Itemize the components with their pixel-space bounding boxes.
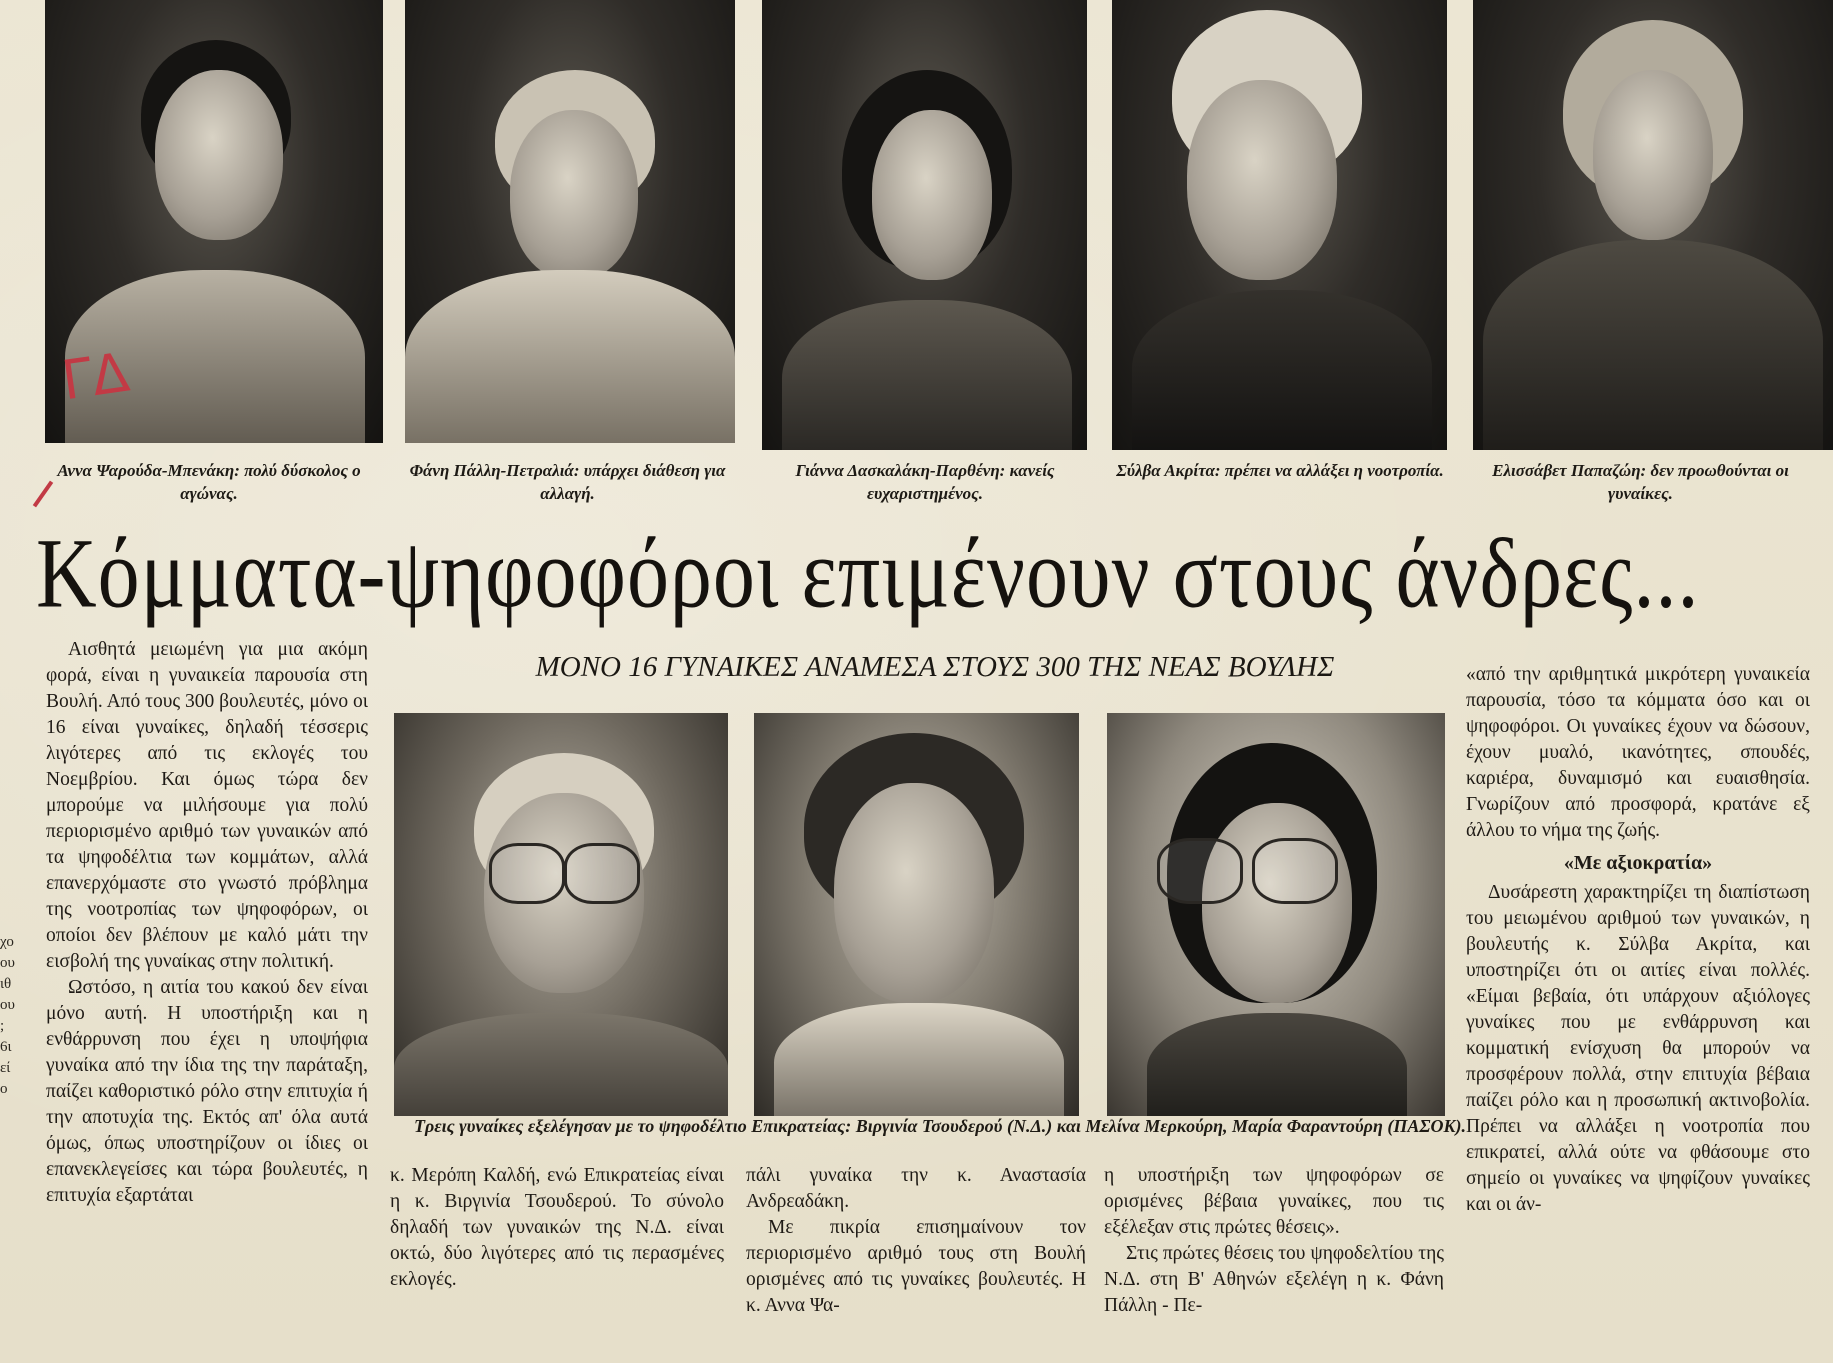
bottom-column-2-paragraph-2: Με πικρία επισημαίνουν τον περιορισμένο αριθμό τους στη Βουλή ορισμένες από τις γυναίκες βουλευτές. Η κ. Αννα Ψα-	[746, 1217, 1086, 1316]
caption-3: Γιάννα Δασκαλάκη-Παρθένη: κανείς ευχαριστημένος.	[795, 461, 1055, 503]
portrait-photo-5	[1473, 0, 1833, 450]
bottom-column-1	[390, 1163, 724, 1293]
bottom-column-3	[1104, 1163, 1444, 1319]
adjacent-article-fragment: χο ου ιθ ου ; 6ι εί ο	[0, 934, 15, 1097]
handwritten-mark: ΓΔ	[57, 340, 134, 413]
caption-2: Φάνη Πάλλη-Πετραλιά: υπάρχει διάθεση για αλλαγή.	[409, 461, 726, 503]
headline: Κόμματα-ψηφοφόροι επιμένουν στους άνδρες...	[36, 519, 1700, 629]
bottom-column-3-paragraph-2: Στις πρώτες θέσεις του ψηφοδελτίου της Ν.Δ. στη Β' Αθηνών εξελέγη η κ. Φάνη Πάλλη - Πε-	[1104, 1243, 1444, 1316]
bottom-column-3-paragraph-1: η υποστήριξη των ψηφοφόρων σε ορισμένες βέβαια γυναίκες, που τις εξέλεξαν στις πρώτες θέσεις».	[1104, 1165, 1444, 1238]
right-column-paragraph-1: «από την αριθμητικά μικρότερη γυναικεία παρουσία, τόσο τα κόμματα όσο και οι ψηφοφόροι. Οι γυναίκες έχουν να δώσουν, έχουν μυαλό, ικανότητες, σπουδές, καριέρα, δυναμισμό και ευαισθησία. Γνωρίζουν από προσφορά, κρατάνε εξ άλλου το νήμα της ζωής.	[1466, 664, 1810, 841]
portrait-photo-2	[405, 0, 735, 443]
portrait-photo-3	[762, 0, 1087, 450]
bottom-column-2	[746, 1163, 1086, 1319]
left-column	[46, 637, 368, 1209]
caption-4: Σύλβα Ακρίτα: πρέπει να αλλάξει η νοοτροπία.	[1116, 461, 1444, 480]
bottom-column-1-text: κ. Μερόπη Καλδή, ενώ Επικρατείας είναι η κ. Βιργινία Τσουδερού. Το σύνολο δηλαδή των γυναικών της Ν.Δ. είναι οκτώ, δύο λιγότερες από τις περασμένες εκλογές.	[390, 1165, 724, 1290]
middle-photo-3	[1107, 713, 1445, 1116]
right-column	[1466, 662, 1810, 1218]
left-column-paragraph-1: Αισθητά μειωμένη για μια ακόμη φορά, είναι η γυναικεία παρουσία στη Βουλή. Από τους 300 βουλευτές, μόνο οι 16 είναι γυναίκες, δηλαδή τέσσερις λιγότερες από τις εκλογές του Νοεμβρίου. Και όμως τώρα δεν μπορούμε να μιλήσουμε για πολύ περιορισμένο αριθμό των γυναικών από τα ψηφοδέλτια των κομμάτων, αλλά επανερχόμαστε στο γνωστό πρόβλημα της νοοτροπίας των ψηφοφόρων, οι οποίοι δεν βλέπουν με καλό μάτι την εισβολή της γυναίκας στην πολιτική.	[46, 639, 368, 972]
portrait-photo-4	[1112, 0, 1447, 450]
photo-caption: Τρεις γυναίκες εξελέγησαν με το ψηφοδέλτιο Επικρατείας: Βιργινία Τσουδερού (Ν.Δ.) και Μελίνα Μερκούρη, Μαρία Φαραντούρη (ΠΑΣΟΚ).	[414, 1116, 1466, 1136]
right-column-subtitle: «Με αξιοκρατία»	[1563, 852, 1713, 874]
subheadline: ΜΟΝΟ 16 ΓΥΝΑΙΚΕΣ ΑΝΑΜΕΣΑ ΣΤΟΥΣ 300 ΤΗΣ ΝΕΑΣ ΒΟΥΛΗΣ	[535, 651, 1335, 683]
left-column-paragraph-2: Ωστόσο, η αιτία του κακού δεν είναι μόνο αυτή. Η υποστήριξη και η ενθάρρυνση που έχει η υποψήφια γυναίκα από την ίδια της την παράταξη, παίζει καθοριστικό ρόλο στην επιτυχία ή την αποτυχία της. Εκτός απ' όλα αυτά όμως, όπως υποστηρίζουν οι ίδιες οι επανεκλεγείσες και τώρα βουλευτές, η επιτυχία εξαρτάται	[46, 977, 368, 1206]
right-column-paragraph-2: Δυσάρεστη χαρακτηρίζει τη διαπίστωση του μειωμένου αριθμού των γυναικών, η βουλευτής κ. Σύλβα Ακρίτα, και υποστηρίζει ότι οι αιτίες είναι πολλές. «Είμαι βεβαία, ότι υπάρχουν αξιόλογες γυναίκες που με ενθάρρυνση και κομματική ενίσχυση θα μπορούν να προσφέρουν πολλά, στην επιτυχία βέβαια παίζει ρόλο και η προσωπική ακτινοβολία. Πρέπει να αλλάξει η νοοτροπία που επικρατεί, αλλά ούτε να φθάσουμε στο σημείο οι γυναίκες να ψηφίζουν γυναίκες και οι άν-	[1466, 882, 1810, 1215]
middle-photo-2	[754, 713, 1079, 1116]
caption-1: Αννα Ψαρούδα-Μπενάκη: πολύ δύσκολος ο αγώνας.	[57, 461, 361, 503]
caption-5: Ελισσάβετ Παπαζώη: δεν προωθούνται οι γυναίκες.	[1492, 461, 1789, 503]
bottom-column-2-paragraph-1: πάλι γυναίκα την κ. Αναστασία Ανδρεαδάκη.	[746, 1165, 1086, 1212]
middle-photo-1	[394, 713, 728, 1116]
